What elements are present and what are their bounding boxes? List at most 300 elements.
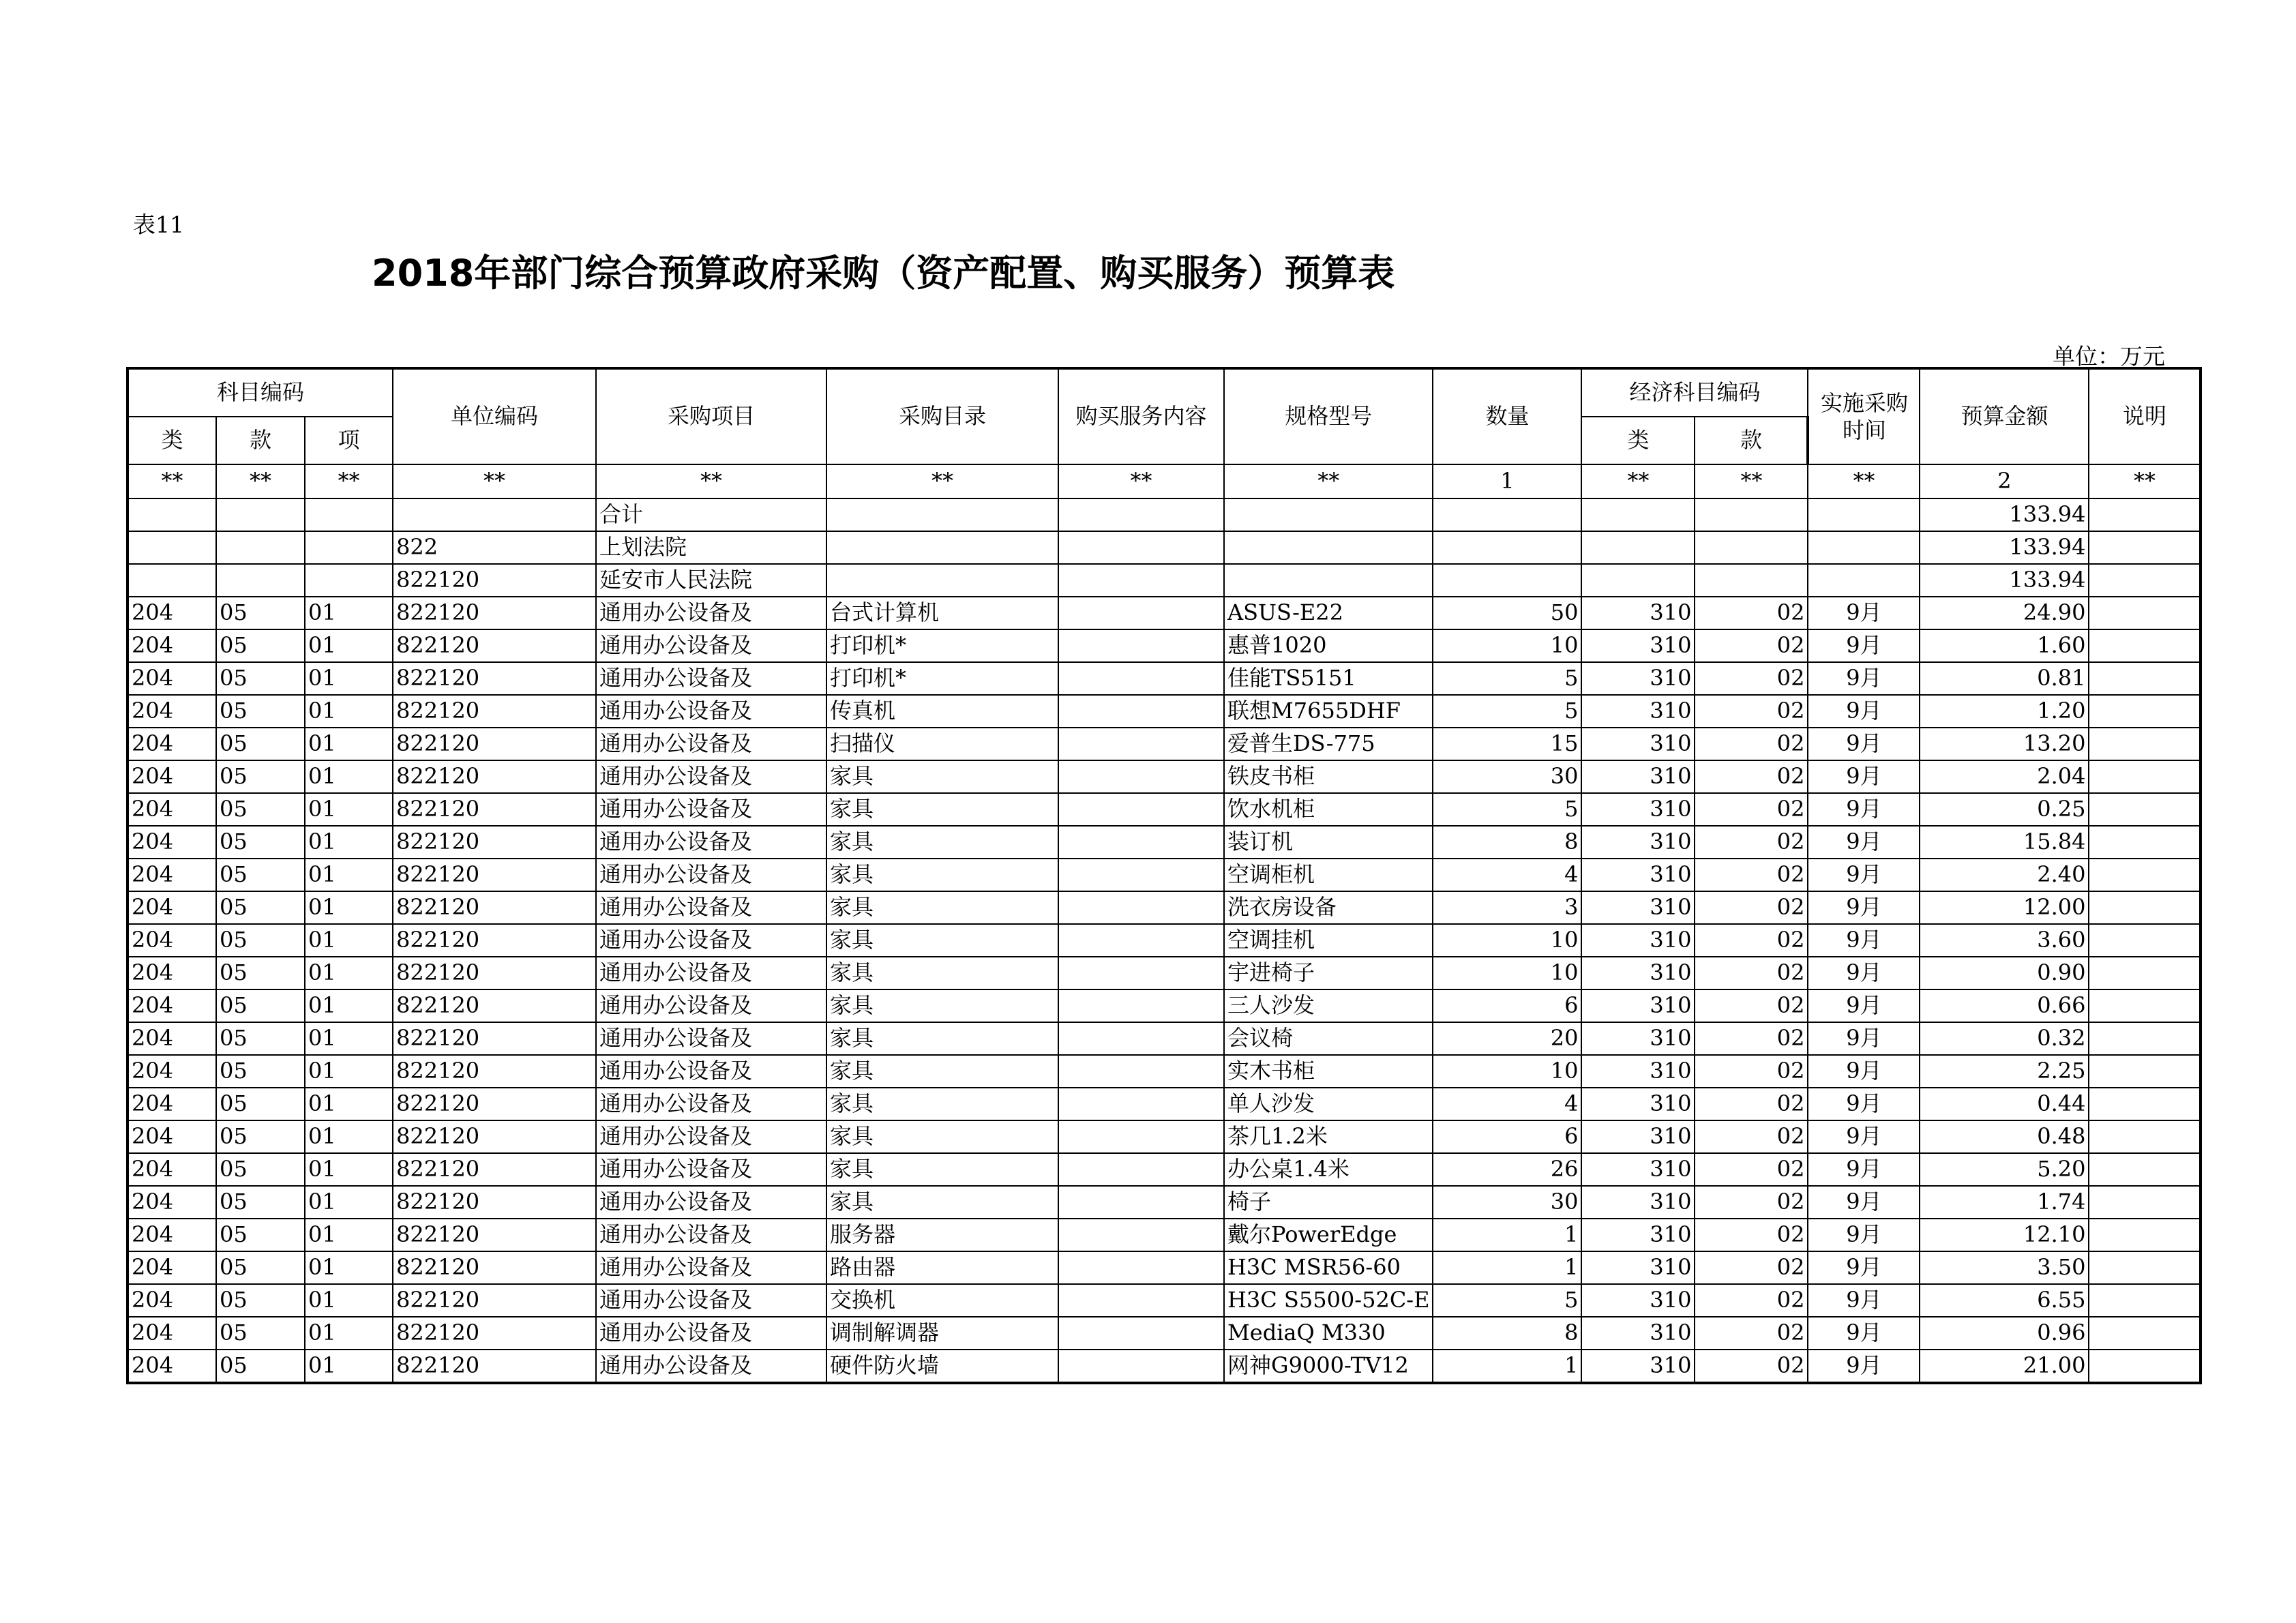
cell-service [1058,859,1224,891]
cell-quantity: 3 [1433,891,1581,924]
cell-amount: 13.20 [1920,728,2089,760]
cell-econ-kuan: 02 [1695,662,1808,695]
cell-unit-code: 822120 [393,695,596,728]
cell-unit-code: 822 [393,531,596,564]
cell-project: 通用办公设备及 [596,891,826,924]
cell-kuan [216,531,305,564]
cell-kuan: 05 [216,1284,305,1317]
cell-service [1058,1055,1224,1088]
cell-xiang: 01 [305,989,393,1022]
cell-note [2089,957,2201,989]
cell-unit-code: 822120 [393,1350,596,1383]
cell-econ-lei: 310 [1581,1055,1695,1088]
table-cell [1695,498,1808,531]
cell-xiang: 01 [305,1186,393,1219]
header-time: 实施采购时间 [1808,368,1920,464]
cell-econ-kuan: 02 [1695,793,1808,826]
cell-quantity: 1 [1433,1251,1581,1284]
cell-unit-code: 822120 [393,1055,596,1088]
table-cell [1058,498,1224,531]
cell-lei: 204 [128,891,216,924]
table-cell [1058,531,1224,564]
cell-note [2089,1022,2201,1055]
cell-service [1058,1251,1224,1284]
table-row [128,793,2201,826]
cell-econ-kuan: 02 [1695,1219,1808,1251]
cell-quantity: 10 [1433,924,1581,957]
cell-amount: 2.40 [1920,859,2089,891]
cell-unit-code: 822120 [393,564,596,597]
cell-unit-code: 822120 [393,826,596,859]
cell-note [2089,859,2201,891]
cell-project: 通用办公设备及 [596,1153,826,1186]
cell-lei: 204 [128,1022,216,1055]
header-econ-lei: 类 [1581,417,1695,464]
cell-time: 9月 [1808,1022,1920,1055]
cell-unit-code: 822120 [393,760,596,793]
cell-spec: 单人沙发 [1224,1088,1433,1120]
cell-time: 9月 [1808,629,1920,662]
cell-econ-lei: 310 [1581,629,1695,662]
cell-service [1058,1153,1224,1186]
cell-unit-code: 822120 [393,597,596,629]
cell-amount: 0.44 [1920,1088,2089,1120]
cell-quantity: 30 [1433,1186,1581,1219]
cell-note [2089,629,2201,662]
cell-econ-lei: 310 [1581,662,1695,695]
cell-kuan: 05 [216,629,305,662]
cell-time: 9月 [1808,662,1920,695]
cell-amount: 0.66 [1920,989,2089,1022]
cell-quantity: 5 [1433,662,1581,695]
table-cell [826,564,1058,597]
cell-time: 9月 [1808,597,1920,629]
cell-kuan: 05 [216,1088,305,1120]
cell-spec: 铁皮书柜 [1224,760,1433,793]
cell-kuan: 05 [216,760,305,793]
cell-project: 通用办公设备及 [596,1350,826,1383]
cell-spec: 空调柜机 [1224,859,1433,891]
cell-unit-code: 822120 [393,1317,596,1350]
cell-time: 9月 [1808,924,1920,957]
header-quantity: 数量 [1433,368,1581,464]
cell-kuan: 05 [216,1153,305,1186]
header-econ-code: 经济科目编码 [1581,368,1808,417]
cell-service [1058,924,1224,957]
cell-time: 9月 [1808,1120,1920,1153]
cell-amount: 0.90 [1920,957,2089,989]
cell-note [2089,1088,2201,1120]
cell-catalog: 家具 [826,859,1058,891]
cell-service [1058,728,1224,760]
cell-kuan [216,498,305,531]
cell-xiang: 01 [305,1350,393,1383]
table-row [128,1186,2201,1219]
cell-xiang: 01 [305,826,393,859]
cell-econ-kuan: 02 [1695,760,1808,793]
table-cell [1433,498,1581,531]
cell-time: 9月 [1808,1219,1920,1251]
cell-xiang: 01 [305,891,393,924]
cell-project: 通用办公设备及 [596,1251,826,1284]
cell-xiang [305,531,393,564]
cell-project: 通用办公设备及 [596,1284,826,1317]
marker-cell: ** [1695,464,1808,498]
cell-service [1058,1284,1224,1317]
cell-lei: 204 [128,1219,216,1251]
table-row [128,957,2201,989]
table-cell [826,531,1058,564]
cell-service [1058,989,1224,1022]
cell-spec: H3C S5500-52C-E [1224,1284,1433,1317]
cell-catalog: 家具 [826,1055,1058,1088]
cell-service [1058,597,1224,629]
marker-cell: ** [393,464,596,498]
cell-econ-kuan: 02 [1695,1022,1808,1055]
cell-service [1058,1350,1224,1383]
cell-amount: 0.32 [1920,1022,2089,1055]
summary-row [128,564,2201,597]
cell-catalog: 家具 [826,989,1058,1022]
cell-amount: 133.94 [1920,498,2089,531]
table-cell [826,498,1058,531]
table-cell [1808,531,1920,564]
cell-amount: 21.00 [1920,1350,2089,1383]
cell-econ-lei: 310 [1581,989,1695,1022]
header-econ-kuan: 款 [1695,417,1808,464]
cell-unit-code: 822120 [393,1120,596,1153]
marker-cell: 2 [1920,464,2089,498]
header-kuan: 款 [216,417,305,464]
cell-kuan: 05 [216,891,305,924]
cell-xiang: 01 [305,1219,393,1251]
cell-econ-kuan: 02 [1695,957,1808,989]
marker-cell: ** [1058,464,1224,498]
cell-spec: 联想M7655DHF [1224,695,1433,728]
cell-lei: 204 [128,1284,216,1317]
cell-note [2089,826,2201,859]
cell-amount: 0.96 [1920,1317,2089,1350]
cell-note [2089,1120,2201,1153]
cell-xiang [305,498,393,531]
cell-kuan: 05 [216,1219,305,1251]
cell-note [2089,1055,2201,1088]
cell-amount: 12.00 [1920,891,2089,924]
cell-quantity: 6 [1433,989,1581,1022]
cell-quantity: 5 [1433,793,1581,826]
cell-econ-lei: 310 [1581,1186,1695,1219]
cell-xiang: 01 [305,629,393,662]
cell-service [1058,957,1224,989]
cell-lei: 204 [128,760,216,793]
cell-project: 通用办公设备及 [596,1317,826,1350]
cell-amount: 0.25 [1920,793,2089,826]
table-row [128,629,2201,662]
header-spec: 规格型号 [1224,368,1433,464]
marker-cell: ** [1581,464,1695,498]
cell-quantity: 5 [1433,1284,1581,1317]
cell-spec: MediaQ M330 [1224,1317,1433,1350]
cell-service [1058,1022,1224,1055]
cell-unit-code: 822120 [393,989,596,1022]
cell-econ-lei: 310 [1581,695,1695,728]
cell-lei: 204 [128,1350,216,1383]
table-row [128,1317,2201,1350]
table-cell [1808,498,1920,531]
table-label: 表11 [133,211,184,238]
cell-lei: 204 [128,957,216,989]
table-row [128,924,2201,957]
cell-lei [128,531,216,564]
cell-project: 通用办公设备及 [596,597,826,629]
cell-amount: 1.60 [1920,629,2089,662]
cell-time: 9月 [1808,695,1920,728]
table-cell [1433,564,1581,597]
cell-time: 9月 [1808,760,1920,793]
cell-spec: 办公桌1.4米 [1224,1153,1433,1186]
cell-lei: 204 [128,629,216,662]
cell-quantity: 4 [1433,1088,1581,1120]
cell-econ-kuan: 02 [1695,924,1808,957]
table-cell [1808,564,1920,597]
cell-spec: 网神G9000-TV12 [1224,1350,1433,1383]
cell-unit-code: 822120 [393,1186,596,1219]
marker-cell: ** [216,464,305,498]
cell-lei: 204 [128,1055,216,1088]
cell-kuan: 05 [216,1055,305,1088]
cell-project: 通用办公设备及 [596,924,826,957]
marker-cell: ** [826,464,1058,498]
cell-amount: 24.90 [1920,597,2089,629]
cell-lei [128,564,216,597]
cell-catalog: 硬件防火墙 [826,1350,1058,1383]
cell-econ-lei: 310 [1581,760,1695,793]
cell-xiang: 01 [305,597,393,629]
cell-spec: 宇进椅子 [1224,957,1433,989]
cell-quantity: 6 [1433,1120,1581,1153]
cell-spec: ASUS-E22 [1224,597,1433,629]
cell-service [1058,891,1224,924]
cell-project: 合计 [596,498,826,531]
cell-econ-lei: 310 [1581,1219,1695,1251]
cell-spec: H3C MSR56-60 [1224,1251,1433,1284]
table-body [128,498,2201,1383]
cell-project: 通用办公设备及 [596,1055,826,1088]
cell-kuan: 05 [216,1317,305,1350]
header-xiang: 项 [305,417,393,464]
cell-econ-kuan: 02 [1695,1153,1808,1186]
cell-kuan: 05 [216,1350,305,1383]
cell-econ-lei: 310 [1581,1317,1695,1350]
marker-cell: 1 [1433,464,1581,498]
cell-quantity: 10 [1433,1055,1581,1088]
cell-econ-lei: 310 [1581,859,1695,891]
cell-lei: 204 [128,1186,216,1219]
cell-time: 9月 [1808,859,1920,891]
table-row [128,662,2201,695]
cell-project: 通用办公设备及 [596,728,826,760]
header-project: 采购项目 [596,368,826,464]
cell-time: 9月 [1808,826,1920,859]
cell-amount: 6.55 [1920,1284,2089,1317]
header-lei: 类 [128,417,216,464]
cell-unit-code: 822120 [393,924,596,957]
table-cell [1224,564,1433,597]
cell-quantity: 20 [1433,1022,1581,1055]
summary-row [128,531,2201,564]
cell-kuan: 05 [216,1120,305,1153]
cell-amount: 0.81 [1920,662,2089,695]
cell-note [2089,891,2201,924]
cell-note [2089,1186,2201,1219]
cell-project: 通用办公设备及 [596,1088,826,1120]
cell-time: 9月 [1808,1350,1920,1383]
cell-project: 通用办公设备及 [596,1219,826,1251]
marker-cell: ** [2089,464,2201,498]
cell-service [1058,1186,1224,1219]
table-cell [1581,531,1695,564]
cell-xiang: 01 [305,1284,393,1317]
table-row [128,1251,2201,1284]
cell-unit-code: 822120 [393,662,596,695]
table-row [128,989,2201,1022]
cell-amount: 2.04 [1920,760,2089,793]
cell-lei: 204 [128,1153,216,1186]
cell-econ-kuan: 02 [1695,1350,1808,1383]
cell-service [1058,760,1224,793]
cell-note [2089,728,2201,760]
cell-xiang: 01 [305,662,393,695]
table-row [128,597,2201,629]
cell-catalog: 家具 [826,1186,1058,1219]
cell-kuan: 05 [216,924,305,957]
cell-econ-kuan: 02 [1695,1284,1808,1317]
cell-econ-kuan: 02 [1695,1186,1808,1219]
cell-econ-kuan: 02 [1695,597,1808,629]
cell-spec: 空调挂机 [1224,924,1433,957]
cell-catalog: 传真机 [826,695,1058,728]
cell-catalog: 家具 [826,1088,1058,1120]
cell-xiang: 01 [305,859,393,891]
cell-kuan: 05 [216,957,305,989]
cell-kuan: 05 [216,826,305,859]
cell-unit-code: 822120 [393,1284,596,1317]
cell-note [2089,531,2201,564]
cell-project: 通用办公设备及 [596,1120,826,1153]
cell-xiang: 01 [305,1120,393,1153]
table-cell [1224,531,1433,564]
cell-project: 通用办公设备及 [596,760,826,793]
cell-service [1058,1219,1224,1251]
cell-unit-code: 822120 [393,859,596,891]
cell-project: 通用办公设备及 [596,1186,826,1219]
cell-econ-lei: 310 [1581,728,1695,760]
cell-lei: 204 [128,662,216,695]
table-row [128,695,2201,728]
cell-spec: 茶几1.2米 [1224,1120,1433,1153]
cell-unit-code: 822120 [393,1153,596,1186]
cell-time: 9月 [1808,728,1920,760]
cell-kuan: 05 [216,695,305,728]
cell-catalog: 家具 [826,1120,1058,1153]
cell-xiang: 01 [305,1022,393,1055]
cell-project: 通用办公设备及 [596,662,826,695]
cell-project: 通用办公设备及 [596,859,826,891]
cell-econ-lei: 310 [1581,1120,1695,1153]
cell-catalog: 家具 [826,760,1058,793]
cell-kuan: 05 [216,859,305,891]
table-row [128,1022,2201,1055]
summary-row [128,498,2201,531]
cell-xiang: 01 [305,760,393,793]
cell-econ-kuan: 02 [1695,1251,1808,1284]
table-row [128,859,2201,891]
cell-catalog: 家具 [826,891,1058,924]
cell-unit-code: 822120 [393,1219,596,1251]
cell-econ-kuan: 02 [1695,1088,1808,1120]
cell-note [2089,1284,2201,1317]
cell-lei: 204 [128,793,216,826]
cell-note [2089,662,2201,695]
cell-project: 通用办公设备及 [596,826,826,859]
cell-kuan: 05 [216,662,305,695]
cell-xiang: 01 [305,924,393,957]
cell-catalog: 服务器 [826,1219,1058,1251]
cell-time: 9月 [1808,957,1920,989]
cell-econ-lei: 310 [1581,1022,1695,1055]
cell-xiang [305,564,393,597]
cell-catalog: 台式计算机 [826,597,1058,629]
cell-service [1058,793,1224,826]
cell-note [2089,498,2201,531]
header-subject-code: 科目编码 [128,368,393,417]
cell-xiang: 01 [305,1088,393,1120]
cell-quantity: 8 [1433,1317,1581,1350]
cell-xiang: 01 [305,957,393,989]
cell-project: 上划法院 [596,531,826,564]
cell-econ-lei: 310 [1581,924,1695,957]
cell-amount: 133.94 [1920,531,2089,564]
cell-xiang: 01 [305,1153,393,1186]
table-cell [1581,498,1695,531]
cell-catalog: 交换机 [826,1284,1058,1317]
cell-econ-kuan: 02 [1695,891,1808,924]
cell-catalog: 路由器 [826,1251,1058,1284]
table-row [128,728,2201,760]
cell-spec: 惠普1020 [1224,629,1433,662]
cell-amount: 0.48 [1920,1120,2089,1153]
cell-spec: 装订机 [1224,826,1433,859]
cell-lei: 204 [128,1120,216,1153]
cell-note [2089,1251,2201,1284]
cell-amount: 133.94 [1920,564,2089,597]
cell-quantity: 26 [1433,1153,1581,1186]
table-cell [1224,498,1433,531]
cell-time: 9月 [1808,793,1920,826]
cell-xiang: 01 [305,728,393,760]
cell-lei: 204 [128,989,216,1022]
cell-note [2089,989,2201,1022]
cell-time: 9月 [1808,1153,1920,1186]
cell-time: 9月 [1808,989,1920,1022]
marker-cell: ** [128,464,216,498]
table-row [128,1284,2201,1317]
cell-amount: 12.10 [1920,1219,2089,1251]
cell-service [1058,1317,1224,1350]
cell-econ-lei: 310 [1581,1153,1695,1186]
cell-econ-kuan: 02 [1695,695,1808,728]
budget-table [126,367,2202,1384]
